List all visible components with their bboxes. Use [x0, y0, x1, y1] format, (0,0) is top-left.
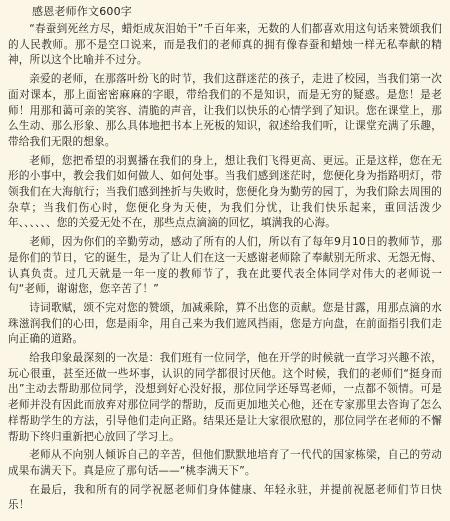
- paragraph: 诗词歌赋，颂不完对您的赞颂，加减乘除，算不出您的贡献。您是甘露，用那点滴的水珠滋润我们的心田，您是雨伞，用自己来为我们遮风挡雨，您是方向盘，在前面指引我们走向正确的道路。: [8, 301, 442, 346]
- paragraph: 老师，因为你们的辛勤劳动，感动了所有的人们，所以有了每年9月10日的教师节，那是你们的节日，它的诞生，是为了让人们在这一天感谢老师除了奉献别无所求、无怨无悔、认真负责。过几天就是一年一度的教师节了，我在此要代表全体同学对伟大的老师说一句“老师，谢谢您，您辛苦了！”: [8, 236, 442, 296]
- paragraph: 在最后，我和所有的同学祝愿老师们身体健康、年轻永驻，并提前祝愿老师们节日快乐！: [8, 483, 442, 512]
- paragraph: 亲爱的老师，在那落叶纷飞的时节，我们这群迷茫的孩子，走进了校园，当我们第一次面对课本，那上面密密麻麻的字眼，带给我们的不是知识，而是无穷的疑惑。是您！是老师！用那和蔼可亲的笑容、清脆的声音，让我们以快乐的心情学到了知识。您在课堂上，那么生动、那么形象、那么具体地把书本上死板的知识，叙述给我们听，让课堂充满了乐趣，带给我们无限的想象。: [8, 73, 442, 148]
- document-title: 感恩老师作文600字: [32, 5, 132, 18]
- paragraph: 老师，您把希望的羽翼播在我们的身上，想让我们飞得更高、更远。正是这样，您在无形的小事中，教会我们如何做人、如何处事。当我们感到迷茫时，您便化身为指路明灯，带领我们在大海航行；当我们感到挫折与失败时，您便化身为勤劳的园丁，为我们除去周围的杂草；当我们伤心时，您便化身为天使，为我们分忧，让我们快乐起来，重回活泼少年、、、、、、您的关爱无处不在，那些点点滴滴的回忆，填满我的心海。: [8, 154, 442, 230]
- paragraph: 给我印象最深刻的一次是：我们班有一位同学，他在开学的时候就一直学习兴趣不浓，玩心很重，甚至还做一些坏事，认识的同学都很讨厌他。这个时候，我们的老师们“挺身而出”主动去帮助那位同学，没想到好心没好报，那位同学还辱骂老师，一点都不领情。可是老师并没有因此而放弃对那位同学的帮助，反而更加地关心他，还在专家那里去咨询了怎么样帮助学生的方法，引导他们走向正路。结果还是让大家很欣慰的，那位同学在老师的不懈帮助下终归重新把心放回了学习上。: [8, 352, 442, 443]
- document-body: [8, 22, 442, 514]
- paragraph: “春蚕到死丝方尽，蜡炬成灰泪始干”千百年来，无数的人们都喜欢用这句话来赞颂我们的人民教师。那不是空口说来，而是我们的老师真的拥有像春蚕和蜡烛一样无私奉献的精神，所以这个比喻并不过分。: [8, 23, 442, 67]
- paragraph: 老师从不向别人倾诉自己的辛苦，但他们默默地培育了一代代的国家栋梁，自己的劳动成果布满天下。真是应了那句话——“桃李满天下”。: [8, 449, 442, 477]
